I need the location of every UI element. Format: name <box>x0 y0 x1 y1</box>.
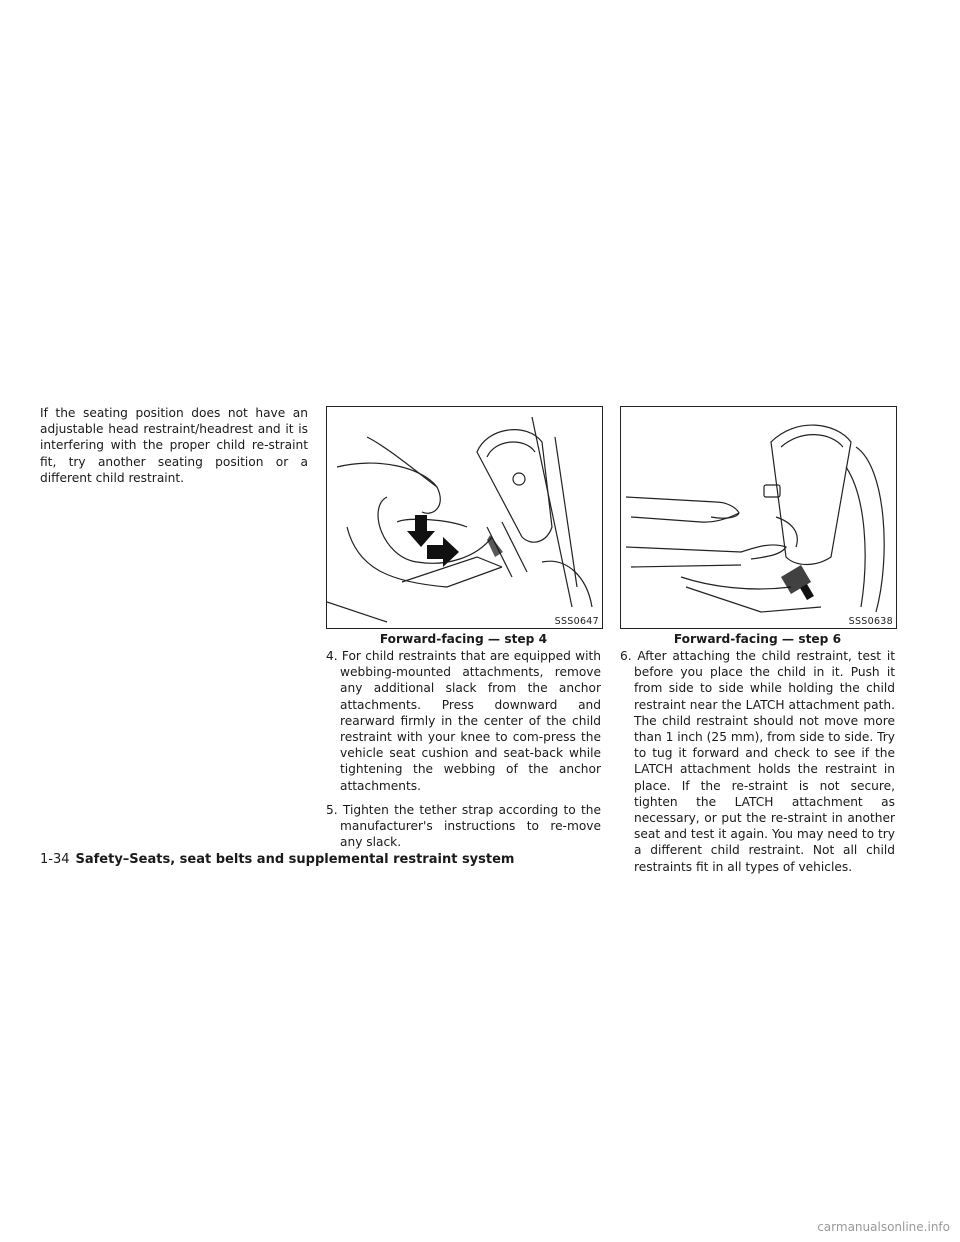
page-footer <box>40 852 514 867</box>
page-number: 1-34 <box>40 852 70 867</box>
intro-paragraph: If the seating position does not have an adjustable head restraint/headrest and it is interfering with the proper child re-straint fit, try another seating position or a different child restraint. <box>40 406 308 485</box>
figure-forward-facing-step-6 <box>620 406 897 629</box>
steps-right-column <box>620 648 895 883</box>
section-title: Safety–Seats, seat belts and supplemental restraint system <box>75 852 515 867</box>
step-4-text: 4. For child restraints that are equipped with webbing-mounted attachments, remove any additional slack from the anchor attachments. Press downward and rearward firmly in the center of the child restraint with your knee to com-press the vehicle seat cushion and seat-back while tightening the webbing of the anchor attachments. <box>326 649 601 793</box>
figure-code: SSS0638 <box>848 616 893 627</box>
steps-middle-column <box>326 648 601 858</box>
figure-caption-step-6: Forward-facing — step 6 <box>673 632 842 646</box>
child-seat-knee-press-illustration <box>327 407 602 628</box>
step-5-text: 5. Tighten the tether strap according to the manufacturer's instructions to re-move any slack. <box>326 802 601 850</box>
figure-forward-facing-step-4 <box>326 406 603 629</box>
figure-code: SSS0647 <box>554 616 599 627</box>
step-6-text: 6. After attaching the child restraint, test it before you place the child in it. Push it from side to side while holding the child restraint near the LATCH attachment path. The child restraint should not move more than 1 inch (25 mm), from side to side. Try to tug it forward and check to see if the LATCH attachment holds the restraint in place. If the re-straint is not secure, tighten the LATCH attachment as necessary, or put the re-straint in another seat and test it again. You may need to try a different child restraint. Not all child restraints fit in all types of vehicles. <box>620 649 895 874</box>
figure-caption-step-4: Forward-facing — step 4 <box>379 632 548 646</box>
child-seat-test-illustration <box>621 407 896 628</box>
watermark: carmanualsonline.info <box>817 1220 950 1234</box>
